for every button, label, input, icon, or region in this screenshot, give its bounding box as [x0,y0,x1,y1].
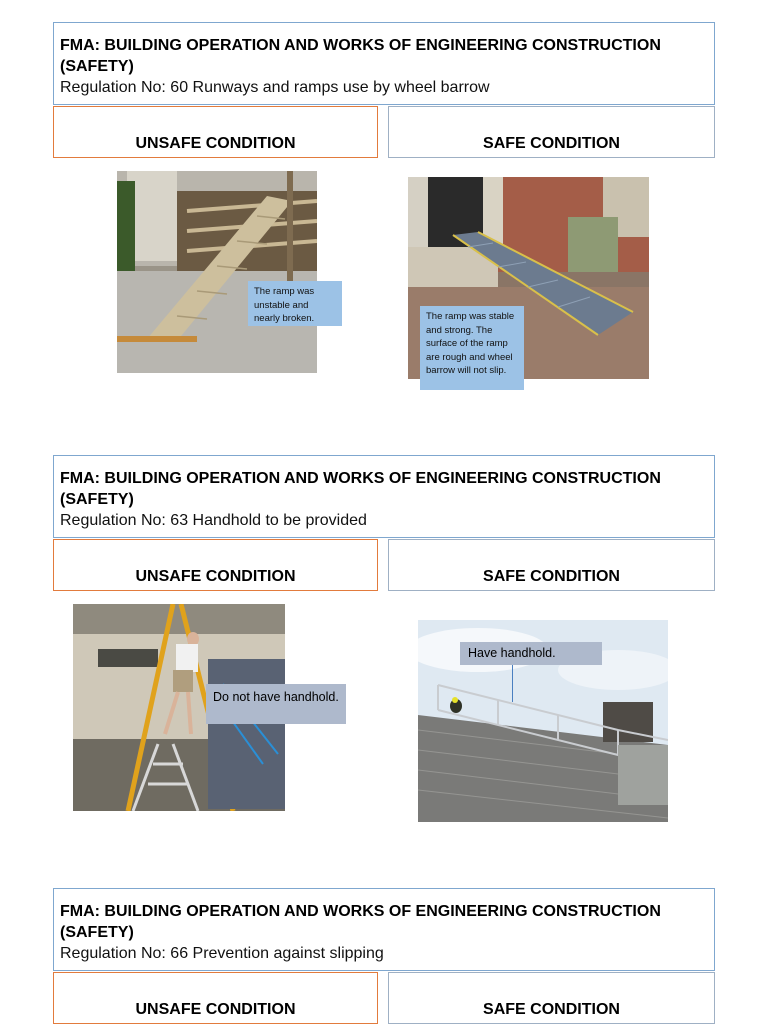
safe-condition-heading [388,106,715,158]
safe-condition-label: SAFE CONDITION [483,1001,620,1018]
regulation-line: Regulation No: 63 Handhold to be provided [60,512,367,529]
section-title: FMA: BUILDING OPERATION AND WORKS OF ENGINEERING CONSTRUCTION (SAFETY) [60,903,661,941]
section-3-header [53,888,715,971]
safe-condition-heading [388,972,715,1024]
safe-condition-heading [388,539,715,591]
unsafe-condition-label: UNSAFE CONDITION [135,1001,296,1018]
section-title: FMA: BUILDING OPERATION AND WORKS OF ENGINEERING CONSTRUCTION (SAFETY) [60,470,661,508]
safe-caption: The ramp was stable and strong. The surface of the ramp are rough and wheel barrow will not slip. [420,306,524,390]
handhold-pointer-line [512,664,513,702]
regulation-line: Regulation No: 60 Runways and ramps use by wheel barrow [60,79,490,96]
unsafe-condition-heading [53,972,378,1024]
section-2-header [53,455,715,538]
regulation-line: Regulation No: 66 Prevention against slipping [60,945,384,962]
section-title: FMA: BUILDING OPERATION AND WORKS OF ENGINEERING CONSTRUCTION (SAFETY) [60,37,661,75]
safe-caption: Have handhold. [460,642,602,665]
unsafe-condition-label: UNSAFE CONDITION [135,568,296,585]
unsafe-condition-label: UNSAFE CONDITION [135,135,296,152]
safe-condition-label: SAFE CONDITION [483,135,620,152]
unsafe-caption: The ramp was unstable and nearly broken. [248,281,342,326]
safe-condition-label: SAFE CONDITION [483,568,620,585]
unsafe-caption: Do not have handhold. [206,684,346,724]
section-1-header [53,22,715,105]
unsafe-condition-heading [53,539,378,591]
unsafe-ramp-photo [117,171,317,373]
unsafe-condition-heading [53,106,378,158]
